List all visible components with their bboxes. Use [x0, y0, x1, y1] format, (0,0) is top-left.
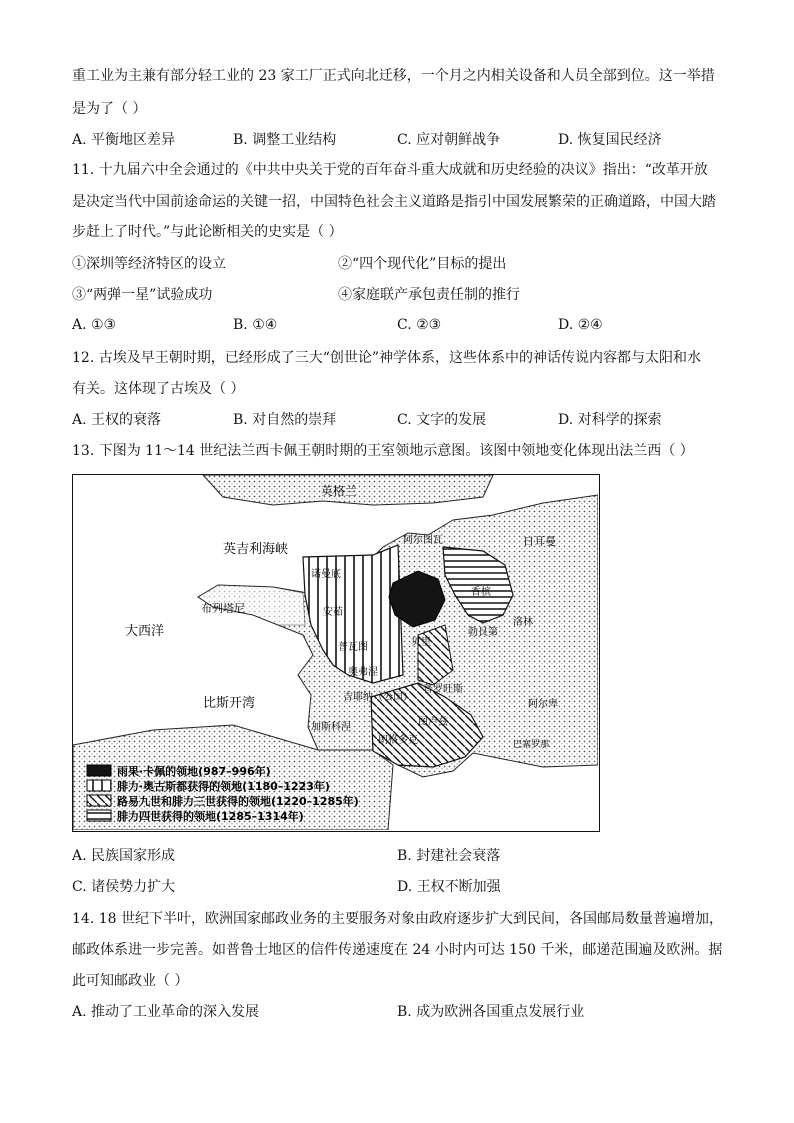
- historical-map: [73, 475, 598, 830]
- map-label-auvergne: 奥弗涅: [348, 667, 378, 678]
- map-label-brittany: 布列塔尼: [201, 602, 245, 615]
- option-d: D. ②④: [558, 317, 603, 333]
- map-label-barcelona: 巴塞罗那: [513, 740, 550, 750]
- option-a: A. 王权的衰落: [72, 412, 162, 428]
- map-label-guyenne: 吉耶纳（公国）: [343, 692, 413, 703]
- legend-swatch-philip-augustus: [87, 780, 111, 791]
- option-c: C. 文字的发展: [397, 412, 487, 428]
- map-label-lorraine: 洛林: [513, 617, 533, 628]
- option-b: B. 封建社会衰落: [397, 848, 501, 864]
- option-a: A. 平衡地区差异: [72, 132, 176, 148]
- option-a: A. ①③: [72, 317, 117, 333]
- map-label-berry: 贝里: [411, 637, 431, 648]
- legend-swatch-philip-iv: [87, 810, 111, 821]
- map-label-languedoc: 朗格多克: [378, 735, 418, 746]
- option-a: A. 民族国家形成: [72, 848, 176, 864]
- option-c: C. 应对朝鲜战争: [397, 132, 501, 148]
- question-12-text: 12. 古埃及早王朝时期，已经形成了三大“创世论”神学体系，这些体系中的神话传说内容都与太阳和水: [72, 350, 702, 366]
- statement-4: ④家庭联产承包责任制的推行: [338, 287, 520, 303]
- question-14-text: 邮政体系进一步完善。如普鲁士地区的信件传递速度在 24 小时内可达 150 千米，邮递范围遍及欧洲。据: [72, 942, 723, 958]
- option-b: B. 调整工业结构: [233, 132, 337, 148]
- question-12-text: 有关。这体现了古埃及（ ）: [72, 381, 245, 397]
- legend-entry: 路易九世和腓力三世获得的领地(1220–1285年): [117, 795, 359, 808]
- legend-entry: 腓力·奥古斯都获得的领地(1180–1223年): [117, 780, 330, 793]
- legend-swatch-hugh-capet: [87, 765, 111, 776]
- question-11-text: 11. 十九届六中全会通过的《中共中央关于党的百年奋斗重大成就和历史经验的决议》指出：“改革开放: [72, 162, 708, 178]
- option-d: D. 恢复国民经济: [558, 132, 662, 148]
- map-label-normandy: 诺曼底: [311, 569, 341, 580]
- map-label-gascony: 加斯科涅: [311, 722, 351, 733]
- question-text: 是为了（ ）: [72, 101, 147, 117]
- map-label-maine: 安茹: [323, 607, 343, 618]
- map-label-england: 英格兰: [321, 484, 358, 498]
- map-label-atlantic: 大西洋: [125, 624, 165, 639]
- option-b: B. ①④: [233, 317, 278, 333]
- question-11-text: 是决定当代中国前途命运的关键一招，中国特色社会主义道路是指引中国发展繁荣的正确道路，中国大踏: [72, 194, 716, 210]
- question-13-text: 13. 下图为 11～14 世纪法兰西卡佩王朝时期的王室领地示意图。该图中领地变化体现出法兰西（ ）: [72, 443, 694, 459]
- question-14-text: 14. 18 世纪下半叶，欧洲国家邮政业务的主要服务对象由政府逐步扩大到民间，各国邮局数量普遍增加，: [72, 911, 723, 927]
- legend-swatch-louis-ix: [87, 795, 111, 806]
- map-label-provence: 普罗旺斯: [423, 684, 463, 695]
- option-d: D. 王权不断加强: [397, 879, 501, 895]
- map-label-poitou: 普瓦图: [338, 642, 368, 653]
- legend-entry: 腓力四世获得的领地(1285–1314年): [117, 810, 304, 823]
- map-label-germany: 日耳曼: [523, 535, 556, 548]
- option-c: C. ②③: [397, 317, 442, 333]
- statement-2: ②“四个现代化”目标的提出: [338, 256, 507, 272]
- map-label-alps: 阿尔卑: [528, 699, 558, 710]
- statement-1: ①深圳等经济特区的设立: [72, 256, 226, 272]
- map-label-champagne: 香槟: [471, 587, 491, 598]
- map-label-burgundy: 勃艮第: [468, 627, 498, 638]
- question-text: 重工业为主兼有部分轻工业的 23 家工厂正式向北迁移，一个月之内相关设备和人员全部到位。这一举措: [72, 68, 715, 84]
- map-label-toulouse: 图卢兹: [418, 717, 448, 728]
- option-b: B. 成为欧洲各国重点发展行业: [397, 1004, 585, 1020]
- statement-3: ③“两弹一星”试验成功: [72, 287, 213, 303]
- map-label-biscay: 比斯开湾: [203, 696, 256, 711]
- legend-entry: 雨果·卡佩的领地(987–996年): [117, 765, 271, 778]
- option-c: C. 诸侯势力扩大: [72, 879, 176, 895]
- option-d: D. 对科学的探索: [558, 412, 662, 428]
- map-figure: [72, 474, 600, 832]
- option-a: A. 推动了工业革命的深入发展: [72, 1004, 260, 1020]
- map-label-channel: 英吉利海峡: [223, 542, 289, 557]
- option-b: B. 对自然的崇拜: [233, 412, 337, 428]
- question-11-text: 步赶上了时代。”与此论断相关的史实是（ ）: [72, 224, 343, 240]
- map-label-flanders: 阿尔图瓦: [403, 535, 443, 546]
- question-14-text: 此可知邮政业（ ）: [72, 973, 189, 989]
